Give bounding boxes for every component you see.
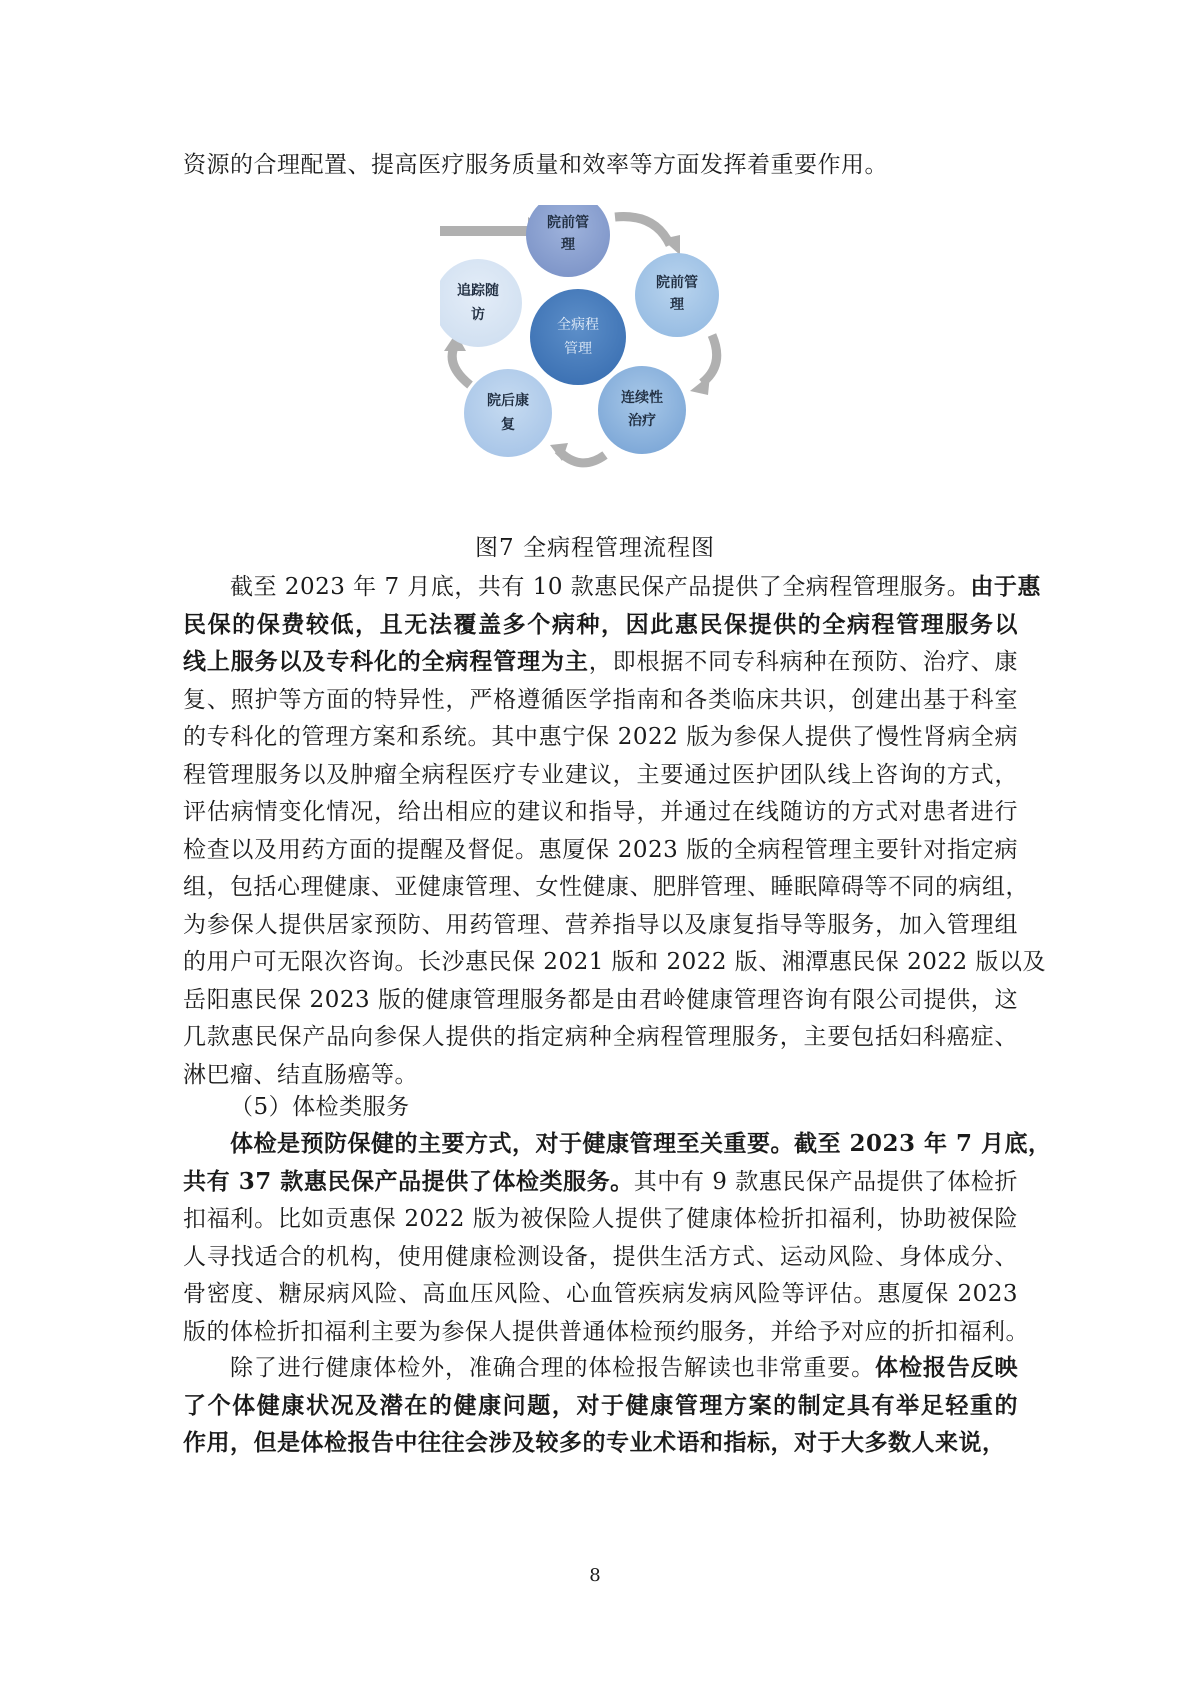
text-span: 几款惠民保产品向参保人提供的指定病种全病程管理服务，主要包括妇科癌症、 — [183, 1024, 1018, 1050]
text-span: 人寻找适合的机构，使用健康检测设备，提供生活方式、运动风险、身体成分、 — [183, 1243, 1018, 1270]
svg-text:连续性: 连续性 — [621, 390, 663, 406]
svg-text:理: 理 — [670, 297, 684, 313]
text-span: 淋巴瘤、结直肠癌等。 — [183, 1061, 418, 1088]
svg-text:追踪随: 追踪随 — [457, 283, 499, 299]
text-span: 的用户可无限次咨询。长沙惠民保 2021 版和 2022 版、湘潭惠民保 2022 版以及 — [183, 949, 1046, 975]
text-line — [183, 1167, 1018, 1197]
text-line — [183, 1022, 1018, 1052]
bold-text: 体检是预防保健的主要方式，对于健康管理至关重要。截至 2023 年 7 月底， — [230, 1130, 1052, 1157]
text-span: 岳阳惠民保 2023 版的健康管理服务都是由君岭健康管理咨询有限公司提供，这 — [183, 986, 1018, 1013]
intro-line: 资源的合理配置、提高医疗服务质量和效率等方面发挥着重要作用。 — [183, 152, 888, 178]
text-span: 除了进行健康体检外，准确合理的体检报告解读也非常重要。 — [230, 1355, 876, 1381]
text-span: 程管理服务以及肿瘤全病程医疗专业建议，主要通过医护团队线上咨询的方式， — [183, 761, 1018, 788]
text-line — [183, 910, 1018, 940]
node-pre-admission-2 — [635, 253, 719, 337]
svg-text:治疗: 治疗 — [628, 413, 656, 429]
text-line — [183, 647, 1018, 677]
text-line — [230, 1353, 1018, 1383]
process-diagram — [440, 205, 780, 500]
node-center-full-course — [530, 289, 626, 385]
svg-text:院前管: 院前管 — [656, 275, 698, 291]
text-line — [183, 985, 1018, 1015]
node-follow-up — [440, 259, 522, 347]
text-span: 的专科化的管理方案和系统。其中惠宁保 2022 版为参保人提供了慢性肾病全病 — [183, 724, 1018, 750]
text-span: 组，包括心理健康、亚健康管理、女性健康、肥胖管理、睡眠障碍等不同的病组， — [183, 874, 1029, 900]
text-line — [183, 1060, 1018, 1090]
text-line — [183, 1242, 1018, 1272]
text-line — [183, 835, 1018, 865]
text-line — [230, 1129, 1052, 1159]
text-line — [230, 572, 1041, 602]
text-span: 版的体检折扣福利主要为参保人提供普通体检预约服务，并给予对应的折扣福利。 — [183, 1318, 1029, 1345]
svg-text:理: 理 — [561, 237, 575, 253]
text-span: 其中有 9 款惠民保产品提供了体检折 — [633, 1168, 1018, 1195]
text-span: 复、照护等方面的特异性，严格遵循医学指南和各类临床共识，创建出基于科室 — [183, 686, 1018, 713]
bold-text: 线上服务以及专科化的全病程管理为主 — [183, 648, 589, 675]
bold-text: 民保的保费较低，且无法覆盖多个病种，因此惠民保提供的全病程管理服务以 — [183, 610, 1018, 638]
text-span: 截至 2023 年 7 月底，共有 10 款惠民保产品提供了全病程管理服务。 — [230, 574, 971, 600]
arrow-2-head — [690, 375, 710, 395]
arrow-1 — [615, 217, 670, 245]
figure-caption: 图7 全病程管理流程图 — [475, 535, 715, 561]
text-span: 检查以及用药方面的提醒及督促。惠厦保 2023 版的全病程管理主要针对指定病 — [183, 836, 1018, 863]
bold-text: 共有 37 款惠民保产品提供了体检类服务。 — [183, 1167, 634, 1195]
text-span: 评估病情变化情况，给出相应的建议和指导，并通过在线随访的方式对患者进行 — [183, 799, 1018, 825]
text-span: 为参保人提供居家预防、用药管理、营养指导以及康复指导等服务，加入管理组 — [183, 911, 1018, 938]
section-heading: （5）体检类服务 — [230, 1094, 410, 1120]
text-line — [183, 685, 1018, 715]
text-line — [183, 947, 1046, 977]
svg-text:院前管: 院前管 — [547, 215, 589, 231]
text-line — [183, 1279, 1018, 1309]
text-line — [183, 1391, 1018, 1421]
text-line — [183, 1428, 1018, 1458]
svg-text:管理: 管理 — [564, 341, 592, 357]
text-span: ，即根据不同专科病种在预防、治疗、康 — [588, 649, 1019, 675]
bold-text: 体检报告反映 — [875, 1354, 1018, 1381]
bold-text: 了个体健康状况及潜在的健康问题，对于健康管理方案的制定具有举足轻重的 — [183, 1391, 1018, 1419]
text-line — [183, 797, 1018, 827]
node-post-discharge-rehab — [464, 369, 552, 457]
text-line — [183, 722, 1018, 752]
text-span: 骨密度、糖尿病风险、高血压风险、心血管疾病发病风险等评估。惠厦保 2023 — [183, 1281, 1018, 1307]
svg-text:院后康: 院后康 — [487, 393, 529, 409]
arrow-3 — [558, 450, 605, 463]
svg-text:访: 访 — [471, 307, 485, 323]
text-line — [183, 610, 1018, 640]
text-line — [183, 1317, 1029, 1347]
bold-text: 由于惠 — [970, 573, 1041, 600]
text-line — [183, 1204, 1018, 1234]
bold-text: 作用，但是体检报告中往往会涉及较多的专业术语和指标，对于大多数人来说， — [183, 1429, 1006, 1456]
node-continuous-treatment — [598, 366, 686, 454]
svg-text:全病程: 全病程 — [557, 317, 599, 333]
text-line — [183, 760, 1018, 790]
page-number: 8 — [589, 1565, 601, 1586]
svg-text:复: 复 — [501, 417, 515, 433]
text-span: 扣福利。比如贡惠保 2022 版为被保险人提供了健康体检折扣福利，协助被保险 — [183, 1206, 1018, 1232]
text-line — [183, 872, 1029, 902]
node-pre-admission-1 — [526, 205, 610, 277]
